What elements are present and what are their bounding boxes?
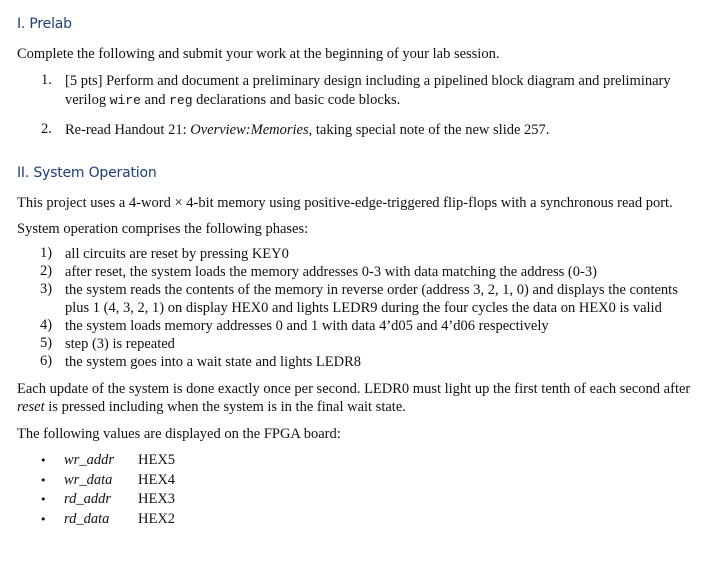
step-3-number: 3) bbox=[40, 281, 53, 297]
prelab-item-1-line2: verilog wire and reg declarations and basic code blocks. bbox=[65, 92, 401, 108]
step-1-number: 1) bbox=[40, 245, 53, 261]
step-6-number: 6) bbox=[40, 353, 53, 369]
value-display: HEX2 bbox=[138, 511, 176, 527]
value-signal: wr_data bbox=[64, 472, 113, 488]
handout-title: Overview:Memories bbox=[190, 122, 309, 138]
prelab-heading: I. Prelab bbox=[17, 16, 72, 32]
step-4-text: the system loads memory addresses 0 and 1 with data 4’d05 and 4’d06 respectively bbox=[65, 318, 549, 334]
value-signal: rd_addr bbox=[64, 491, 111, 507]
prelab-item-1-number: 1. bbox=[41, 72, 52, 88]
step-5-text: step (3) is repeated bbox=[65, 336, 175, 352]
value-signal: wr_addr bbox=[64, 452, 114, 468]
update-line-1: Each update of the system is done exactly once per second. LEDR0 must light up the first tenth of each second after bbox=[17, 381, 691, 397]
update-line-2: reset is pressed including when the system is in the final wait state. bbox=[17, 399, 406, 415]
step-2-number: 2) bbox=[40, 263, 53, 279]
value-display: HEX4 bbox=[138, 472, 176, 488]
bullet-icon: • bbox=[40, 474, 47, 487]
values-intro: The following values are displayed on the FPGA board: bbox=[17, 426, 341, 442]
prelab-item-1-line1 bbox=[65, 72, 671, 90]
step-6-text: the system goes into a wait state and lights LEDR8 bbox=[65, 354, 361, 370]
step-4-number: 4) bbox=[40, 317, 53, 333]
value-display: HEX5 bbox=[138, 452, 176, 468]
system-heading: II. System Operation bbox=[17, 165, 157, 181]
prelab-intro: Complete the following and submit your work at the beginning of your lab session. bbox=[17, 46, 500, 62]
prelab-item-2-number: 2. bbox=[41, 121, 52, 137]
step-2-text: after reset, the system loads the memory addresses 0-3 with data matching the address (0-3) bbox=[65, 264, 597, 280]
system-intro: This project uses a 4-word × 4-bit memory using positive-edge-triggered flip-flops with a synchronous read port. bbox=[17, 195, 673, 211]
prelab-item-2-text: Re-read Handout 21: Overview:Memories, taking special note of the new slide 257. bbox=[65, 122, 550, 138]
bullet-icon: • bbox=[40, 493, 47, 506]
step-3-text-line2: plus 1 (4, 3, 2, 1) on display HEX0 and lights LEDR9 during the four cycles the data on HEX0 is valid bbox=[65, 300, 662, 316]
value-display: HEX3 bbox=[138, 491, 176, 507]
prelab-item-1-text: Perform and document a preliminary design including a pipelined block diagram and preliminary bbox=[106, 73, 671, 89]
phases-intro: System operation comprises the following phases: bbox=[17, 221, 309, 237]
value-signal: rd_data bbox=[64, 511, 110, 527]
prelab-item-1-points: [5 pts] bbox=[65, 73, 103, 89]
code-reg: reg bbox=[169, 93, 193, 108]
step-1-text: all circuits are reset by pressing KEY0 bbox=[65, 246, 289, 262]
step-3-text-line1: the system reads the contents of the memory in reverse order (address 3, 2, 1, 0) and displays the contents bbox=[65, 282, 678, 298]
code-wire: wire bbox=[109, 93, 141, 108]
bullet-icon: • bbox=[40, 454, 47, 467]
bullet-icon: • bbox=[40, 513, 47, 526]
step-5-number: 5) bbox=[40, 335, 53, 351]
